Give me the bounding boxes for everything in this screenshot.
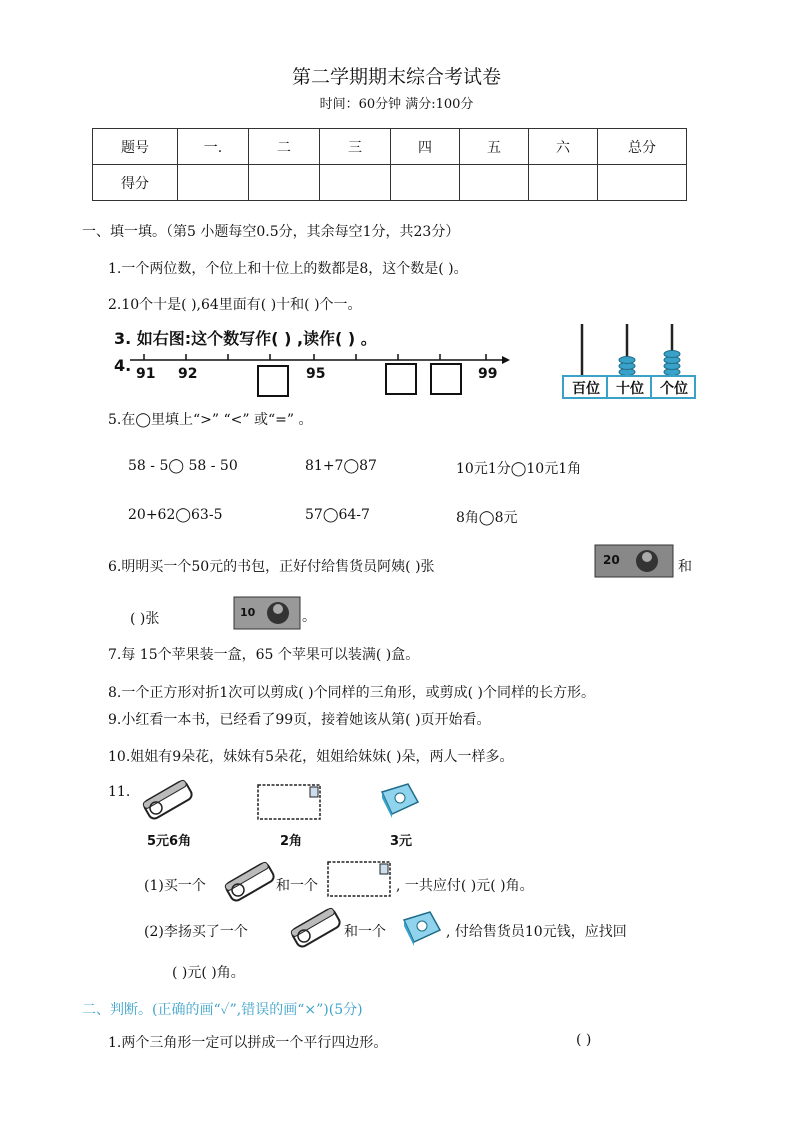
question-6-and: 和: [678, 559, 692, 575]
score-table-header-row: [93, 129, 687, 165]
question-6: 6.明明买一个50元的书包，正好付给售货员阿姨( )张: [108, 559, 435, 575]
section2-heading: 二、判断。(正确的画“✓”,错误的画“×”)(5分): [82, 1002, 363, 1018]
numberline-answer-box[interactable]: [385, 363, 417, 395]
section1-heading: 一、填一填。（第5 小题每空0.5分，其余每空1分，共23分）: [82, 224, 460, 240]
banknote-10-value: 10: [240, 606, 256, 619]
compare-item: 8角◯8元: [456, 510, 518, 526]
question-11-label: 11.: [108, 784, 131, 800]
numberline-label: 91: [136, 366, 156, 382]
score-cell[interactable]: [320, 165, 391, 201]
table-cell: 题号: [93, 129, 178, 165]
compare-item: 20+62◯63-5: [128, 507, 223, 523]
score-cell[interactable]: [460, 165, 529, 201]
score-table: [92, 128, 687, 201]
score-cell[interactable]: [529, 165, 598, 201]
abacus-label: 个位: [660, 381, 688, 397]
compare-item: 57◯64-7: [305, 507, 370, 523]
sharpener-icon: [400, 908, 442, 948]
table-cell: 得分: [93, 165, 178, 201]
question-11-2-b: 和一个: [344, 924, 386, 940]
question-11-1-b: 和一个: [276, 878, 318, 894]
compare-item: 58 - 5◯ 58 - 50: [128, 458, 238, 474]
banknote-20-icon: [591, 542, 675, 580]
abacus-label: 百位: [572, 381, 600, 397]
numberline-answer-box[interactable]: [430, 363, 462, 395]
pencil-case-icon: [290, 904, 344, 952]
judge-question-1: 1.两个三角形一定可以拼成一个平行四边形。: [108, 1035, 388, 1051]
question-11-1-a: (1)买一个: [144, 878, 206, 894]
score-cell[interactable]: [598, 165, 687, 201]
envelope-icon: [256, 781, 324, 823]
question-6-part2: ( )张: [130, 611, 160, 627]
question-11-2-c: , 付给售货员10元钱，应找回: [446, 924, 627, 940]
envelope-icon: [326, 858, 394, 900]
price-label: 5元6角: [147, 834, 192, 849]
table-cell: 一.: [178, 129, 249, 165]
question-11-1-c: , 一共应付( )元( )角。: [396, 878, 534, 894]
question-2: 2.10个十是( ),64里面有( )十和( )个一。: [108, 297, 362, 313]
question-7: 7.每 15个苹果装一盒，65 个苹果可以装满( )盒。: [108, 647, 420, 663]
question-5: 5.在◯里填上“>” “<” 或“=” 。: [108, 412, 313, 428]
numberline-label: 95: [306, 366, 326, 382]
pencil-case-icon: [142, 776, 194, 824]
price-label: 2角: [280, 834, 303, 849]
numberline-label: 99: [478, 366, 498, 382]
question-8: 8.一个正方形对折1次可以剪成( )个同样的三角形，或剪成( )个同样的长方形。: [108, 685, 596, 701]
pencil-case-icon: [224, 858, 276, 906]
price-label: 3元: [390, 834, 413, 849]
question-6-end: 。: [302, 609, 316, 625]
table-cell: 四: [391, 129, 460, 165]
score-cell[interactable]: [249, 165, 320, 201]
table-cell: 二: [249, 129, 320, 165]
score-cell[interactable]: [391, 165, 460, 201]
abacus-label: 十位: [616, 381, 644, 397]
banknote-10-icon: [228, 594, 302, 632]
table-cell: 三: [320, 129, 391, 165]
judge-answer-blank[interactable]: ( ): [576, 1032, 592, 1048]
page-title: 第二学期期末综合考试卷: [291, 66, 501, 88]
numberline-answer-box[interactable]: [257, 365, 289, 397]
compare-item: 10元1分◯10元1角: [456, 461, 582, 477]
sharpener-icon: [378, 780, 420, 820]
score-table-score-row: [93, 165, 687, 201]
question-11-2-a: (2)李扬买了一个: [144, 924, 248, 940]
question-11-2-d: ( )元( )角。: [172, 965, 245, 981]
page-subtitle: 时间：60分钟 满分:100分: [319, 97, 474, 112]
question-9: 9.小红看一本书，已经看了99页，接着她该从第( )页开始看。: [108, 712, 491, 728]
banknote-20-value: 20: [603, 553, 620, 567]
question-10: 10.姐姐有9朵花，妹妹有5朵花，姐姐给妹妹( )朵，两人一样多。: [108, 749, 514, 765]
question-4-label: 4.: [114, 356, 132, 375]
table-cell: 六: [529, 129, 598, 165]
question-1: 1.一个两位数，个位上和十位上的数都是8，这个数是( )。: [108, 261, 468, 277]
numberline-label: 92: [178, 366, 198, 382]
table-cell: 总分: [598, 129, 687, 165]
compare-item: 81+7◯87: [305, 458, 377, 474]
table-cell: 五: [460, 129, 529, 165]
score-cell[interactable]: [178, 165, 249, 201]
question-3: 3. 如右图:这个数写作( ) ,读作( ) 。: [114, 329, 377, 348]
